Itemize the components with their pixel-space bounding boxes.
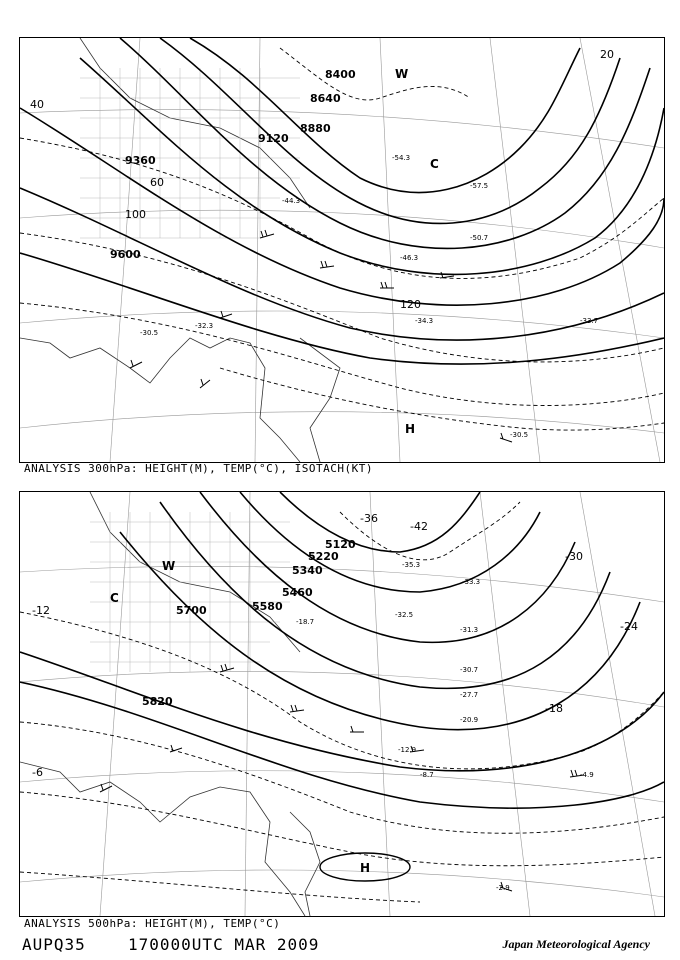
temp-sample: -32.5 — [395, 611, 414, 619]
temp-sample: -54.3 — [392, 154, 411, 162]
temp-sample: -44.3 — [282, 197, 301, 205]
height-contours — [20, 38, 664, 364]
temp-sample: -57.5 — [470, 182, 489, 190]
terrain-hatch — [90, 512, 290, 672]
caption-500hpa: ANALYSIS 500hPa: HEIGHT(M), TEMP(°C) — [24, 917, 281, 930]
isotherm-label: -30 — [565, 550, 583, 563]
isotherm-label: -42 — [410, 520, 428, 533]
temp-sample: -35.3 — [402, 561, 421, 569]
temp-sample: -33.7 — [580, 317, 599, 325]
isotach-label: 100 — [125, 208, 146, 221]
temp-sample: -18.7 — [296, 618, 315, 626]
height-label: 5460 — [282, 586, 313, 599]
warm-center-marker: W — [395, 67, 409, 81]
temp-sample: -27.7 — [460, 691, 479, 699]
temp-sample: -30.5 — [140, 329, 159, 337]
temp-sample: -30.5 — [510, 431, 529, 439]
chart-300hpa — [19, 37, 665, 463]
map-300hpa — [20, 38, 664, 462]
chart-500hpa — [19, 491, 665, 917]
map-500hpa — [20, 492, 664, 916]
isotach-label: 60 — [150, 176, 164, 189]
isotherm-label: -18 — [545, 702, 563, 715]
height-label: 5580 — [252, 600, 283, 613]
height-label: 8400 — [325, 68, 356, 81]
temp-sample: -30.7 — [460, 666, 479, 674]
caption-300hpa: ANALYSIS 300hPa: HEIGHT(M), TEMP(°C), ISOTACH(KT) — [24, 462, 374, 475]
warm-center-marker: W — [162, 559, 176, 573]
high-center-marker: H — [405, 422, 416, 436]
isotherm-label: -36 — [360, 512, 378, 525]
pressure-centers — [110, 559, 370, 875]
height-label: 9600 — [110, 248, 141, 261]
isotherm-label: -24 — [620, 620, 638, 633]
cold-center-marker: C — [110, 591, 119, 605]
temp-sample: -31.3 — [460, 626, 479, 634]
height-label: 8640 — [310, 92, 341, 105]
height-label: 5820 — [142, 695, 173, 708]
agency-credit: Japan Meteorological Agency — [502, 937, 650, 951]
height-label: 9120 — [258, 132, 289, 145]
high-center-marker: H — [360, 861, 371, 875]
wind-barbs — [130, 230, 512, 442]
cold-center-marker: C — [430, 157, 439, 171]
isotherm-label: -12 — [32, 604, 50, 617]
product-code: AUPQ35 — [22, 935, 86, 954]
height-label: 8880 — [300, 122, 331, 135]
temp-sample: -32.3 — [195, 322, 214, 330]
temp-sample: -2.9 — [496, 884, 510, 892]
temp-sample: -50.7 — [470, 234, 489, 242]
temp-sample: -8.7 — [420, 771, 434, 779]
temp-sample: -4.9 — [580, 771, 594, 779]
temp-sample: -46.3 — [400, 254, 419, 262]
isotherm-label: -6 — [32, 766, 43, 779]
temp-sample: -33.3 — [462, 578, 481, 586]
height-label: 5120 — [325, 538, 356, 551]
pressure-centers — [395, 67, 439, 436]
temp-sample: -20.9 — [460, 716, 479, 724]
temp-sample: -34.3 — [415, 317, 434, 325]
height-label: 5340 — [292, 564, 323, 577]
valid-time: 170000UTC MAR 2009 — [128, 935, 320, 954]
height-label: 5700 — [176, 604, 207, 617]
isotach-label: 40 — [30, 98, 44, 111]
isotach-label: 20 — [600, 48, 614, 61]
temperature-samples — [296, 561, 594, 892]
height-labels — [110, 68, 356, 261]
isotach-label: 120 — [400, 298, 421, 311]
height-label: 5220 — [308, 550, 339, 563]
height-label: 9360 — [125, 154, 156, 167]
temp-sample: -12.9 — [398, 746, 417, 754]
